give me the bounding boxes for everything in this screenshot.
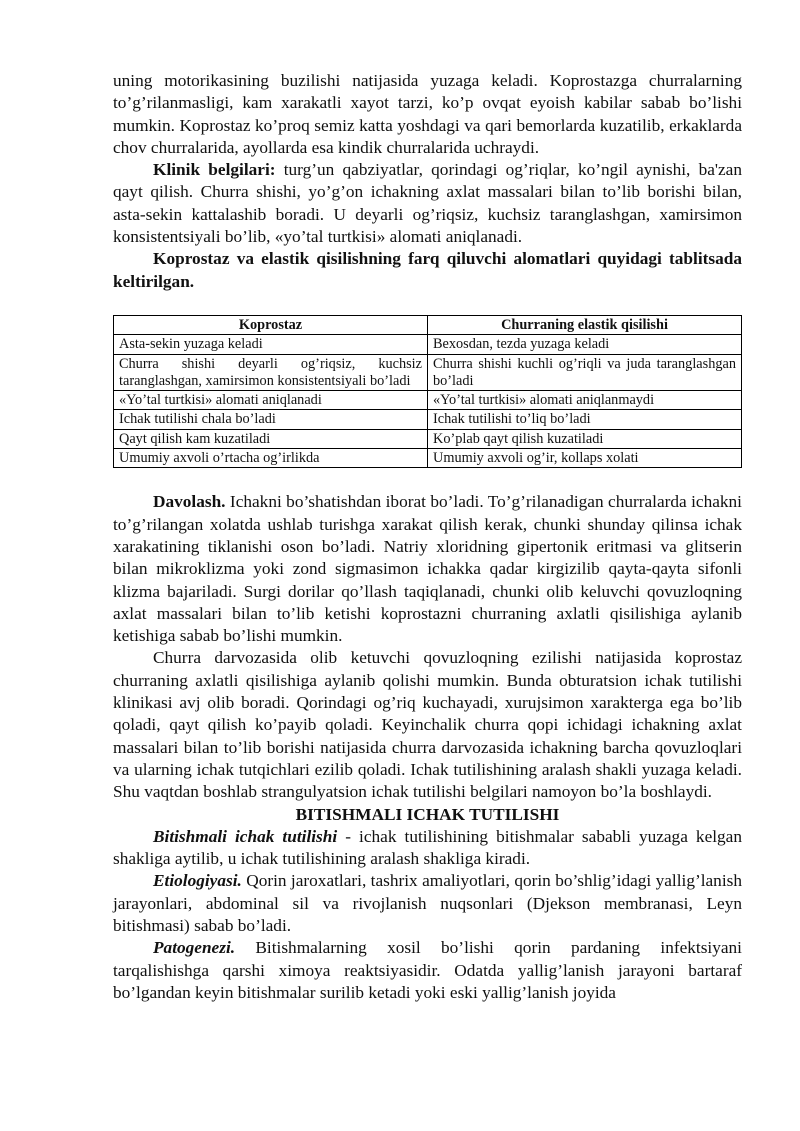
paragraph-etiology [113, 870, 742, 937]
table-cell: Ko’plab qayt qilish kuzatiladi [428, 429, 742, 448]
clinical-signs-heading: Klinik belgilari: [153, 160, 276, 180]
table-cell: Umumiy axvoli og’ir, kollaps xolati [428, 449, 742, 468]
section-heading: BITISHMALI ICHAK TUTILISHI [295, 804, 560, 824]
paragraph-definition [113, 826, 742, 871]
paragraph-intro: uning motorikasining buzilishi natijasida yuzaga keladi. Koprostazga churralarning to’g’rilanmasligi, kam xarakatli xayot tarzi, ko’p ovqat eyoish kabilar sabab bo’lishi mumkin. Koprostaz ko’proq semiz katta yoshdagi va qari bemorlarda kuzatilib, erkaklarda chov churralarida, ayollarda esa kindik churralarida uchraydi. [113, 71, 742, 157]
paragraph-clinical-signs [113, 159, 742, 248]
treatment-text: Ichakni bo’shatishdan iborat bo’ladi. To’g’rilanadigan churralarda ichakni to’g’rilangan xolatda ushlab turishga xarakat qilish kerak, chunki shunday qilinsa ichak xarakatining tiklanishi oson bo’ladi. Natriy xloridning gipertonik eritmasi va glitserin bilan mikroklizma yoki zond sigmasimon ichakka qadar kirgizilib qayta-qayta sifonli klizma bajariladi. Surgi dorilar qo’llash taqiqlanadi, chunki olib keluvchi qovuzloqning axlat massalari bilan to’lib ketishi koprostazni churraning axlatli qisilishiga aylanib ketishiga sabab bo’lishi mumkin. [113, 492, 742, 646]
table-cell: Ichak tutilishi to’liq bo’ladi [428, 410, 742, 429]
table-cell: Ichak tutilishi chala bo’ladi [114, 410, 428, 429]
document-page [113, 70, 742, 1004]
table-row [114, 429, 742, 448]
table-cell: Churra shishi deyarli og’riqsiz, kuchsiz taranglashgan, xamirsimon konsistentsiyali bo’ladi [114, 354, 428, 391]
table-cell: Asta-sekin yuzaga keladi [114, 335, 428, 354]
pathogenesis-text: Bitishmalarning xosil bo’lishi qorin pardaning infektsiyani tarqalishishga qarshi ximoya reaktsiyasidir. Odatda yallig’lanish jarayoni bartaraf bo’lgandan keyin bitishmalar surilib ketadi yoki eski yallig’lanish joyida [113, 938, 742, 1002]
paragraph-pathogenesis [113, 937, 742, 1004]
table-row [114, 391, 742, 410]
table-header-koprostaz: Koprostaz [114, 315, 428, 334]
definition-text: - ichak tutilishining bitishmalar sababli yuzaga kelgan shakliga aytilib, u ichak tutilishining aralash shakliga kiradi. [113, 826, 742, 869]
etiology-heading: Etiologiyasi. [153, 871, 242, 891]
table-header-row [114, 315, 742, 334]
etiology-text: Qorin jaroxatlari, tashrix amaliyotlari, qorin bo’shlig’idagi yallig’lanish jarayonlari, abdominal sil va rivojlanish nuqsonlari (Djekson membranasi, Leyn bitishmasi) sabab bo’ladi. [113, 871, 742, 935]
paragraph-treatment [113, 491, 742, 647]
table-row [114, 335, 742, 354]
table-header-elastic: Churraning elastik qisilishi [428, 315, 742, 334]
table-cell: Umumiy axvoli o’rtacha og’irlikda [114, 449, 428, 468]
definition-term: Bitishmali ichak tutilishi [153, 826, 338, 846]
table-cell: «Yo’tal turtkisi» alomati aniqlanadi [114, 391, 428, 410]
table-cell: Qayt qilish kam kuzatiladi [114, 429, 428, 448]
treatment-heading: Davolash. [153, 492, 226, 512]
table-cell: Bexosdan, tezda yuzaga keladi [428, 335, 742, 354]
table-row [114, 354, 742, 391]
clinical-signs-text: turg’un qabziyatlar, qorindagi og’riqlar, ko’ngil aynishi, ba'zan qayt qilish. Churra shishi, yo’g’on ichakning axlat massalari bilan to’lib borishi bilan, asta-sekin kattalashib boradi. U deyarli og’riqsiz, kuchsiz taranglashgan, xamirsimon konsistentsiyali bo’lib, «yo’tal turtkisi» alomati aniqlanadi. [113, 160, 742, 247]
table-cell: «Yo’tal turtkisi» alomati aniqlanmaydi [428, 391, 742, 410]
comparison-table [113, 315, 742, 468]
paragraph-table-intro: Koprostaz va elastik qisilishning farq qiluvchi alomatlari quyidagi tablitsada keltirilgan. [113, 249, 742, 291]
table-row [114, 449, 742, 468]
pathogenesis-heading: Patogenezi. [153, 938, 236, 958]
table-cell: Churra shishi kuchli og’riqli va juda taranglashgan bo’ladi [428, 354, 742, 391]
paragraph-strangulation: Churra darvozasida olib ketuvchi qovuzloqning ezilishi natijasida koprostaz churraning axlatli qisilishiga aylanib qolishi mumkin. Bunda obturatsion ichak tutilishi klinikasi avj olib boradi. Qorindagi og’riq kuchayadi, xurujsimon xarakterga ega bo’lib qoladi, qayt qilish ko’payib qoladi. Keyinchalik churra qopi ichidagi ichakning axlat massalari bilan to’lib borishi natijasida churra darvozasida ichakning barcha qovuzloqlari va ularning ichak tutqichlari ezilib qoladi. Ichak tutilishining aralash shakli yuzaga keladi. Shu vaqtdan boshlab strangulyatsion ichak tutilishi belgilari namoyon bo’la boshlaydi. [113, 648, 742, 802]
table-row [114, 410, 742, 429]
